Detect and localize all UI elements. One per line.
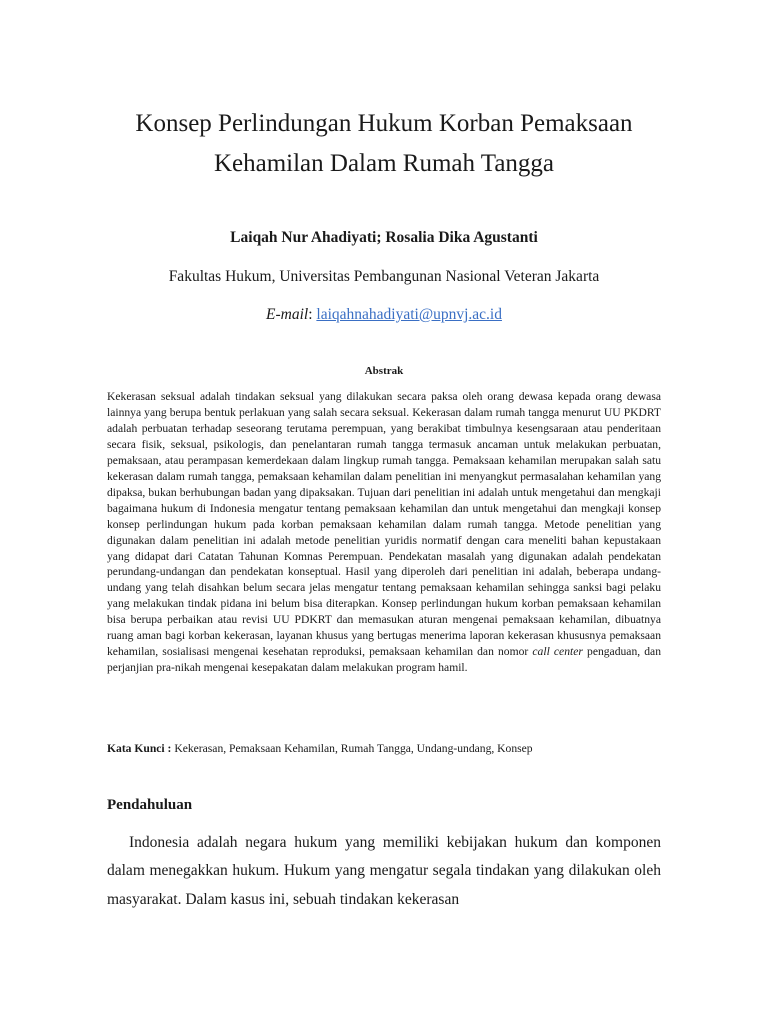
- author-list: Laiqah Nur Ahadiyati; Rosalia Dika Agustanti: [230, 229, 538, 246]
- email-link[interactable]: laiqahnahadiyati@upnvj.ac.id: [316, 306, 502, 323]
- paper-title: [60, 104, 708, 184]
- abstract-text-part-1: Kekerasan seksual adalah tindakan seksual yang dilakukan secara paksa oleh orang dewasa kepada orang dewasa lainnya yang berupa bentuk perlakuan yang salah secara seksual. Kekerasan dalam rumah tangga menurut UU PKDRT adalah perbuatan terhadap seseorang terutama perempuan, yang berakibat timbulnya kesengsaraan atau penderitaan secara fisik, seksual, psikologis, dan penelantaran rumah tangga termasuk ancaman untuk melakukan perbuatan, pemaksaan, atau perampasan kemerdekaan dalam lingkup rumah tangga. Pemaksaan kehamilan merupakan salah satu kekerasan dalam rumah tangga, pemaksaan kehamilan dalam penelitian ini menyangkut permasalahan kehamilan yang dipaksa, bukan berhubungan badan yang dipaksakan. Tujuan dari penelitian ini adalah untuk mengetahui dan mengkaji bagaimana hukum di Indonesia mengatur tentang pemaksaan kehamilan dan untuk mengetahui dan mengkaji konsep konsep perlindungan hukum pada korban pemaksaan kehamilan dalam rumah tangga. Metode penelitian yang digunakan dalam penelitian ini adalah metode penelitian yuridis normatif dengan cara meneliti bahan kepustakaan yang didapat dari Catatan Tahunan Komnas Perempuan. Pendekatan masalah yang digunakan adalah pendekatan perundang-undangan dan pendekatan konseptual. Hasil yang diperoleh dari penelitian ini adalah, beberapa undang-undang yang telah disahkan belum secara jelas mengatur tentang pemaksaan kehamilan sehingga sanksi bagi pelaku yang melakukan tindak pidana ini belum bisa diterapkan. Konsep perlindungan hukum korban pemaksaan kehamilan bisa berupa perbaikan atau revisi UU PDKRT dan memasukan aturan mengenai pemaksaan kehamilan, dibuatnya ruang aman bagi korban kekerasan, layanan khusus yang bertugas menerima laporan kekerasan khususnya pemaksaan kehamilan, sosialisasi mengenai kesehatan reproduksi, pemaksaan kehamilan dan nomor: [107, 390, 661, 659]
- title-line-2: Kehamilan Dalam Rumah Tangga: [213, 150, 555, 177]
- abstract-body: [107, 389, 661, 676]
- section-heading-introduction: Pendahuluan: [107, 797, 193, 813]
- abstract-text-italic: call center: [532, 645, 583, 659]
- email-label: E-mail: [266, 306, 309, 323]
- abstract-text-part-2: pengaduan, dan perjanjian pra-nikah mengenai kesepakatan dalam melakukan program hamil.: [107, 645, 661, 675]
- keywords-list: Kekerasan, Pemaksaan Kehamilan, Rumah Tangga, Undang-undang, Konsep: [171, 742, 533, 755]
- keywords-label: Kata Kunci :: [107, 742, 172, 755]
- keywords: [107, 742, 661, 755]
- title-line-1: Konsep Perlindungan Hukum Korban Pemaksaan: [135, 110, 633, 137]
- introduction-paragraph: Indonesia adalah negara hukum yang memiliki kebijakan hukum dan komponen dalam menegakkan hukum. Hukum yang mengatur segala tindakan yang dilakukan oleh masyarakat. Dalam kasus ini, sebuah tindakan kekerasan: [107, 834, 661, 908]
- affiliation: Fakultas Hukum, Universitas Pembangunan Nasional Veteran Jakarta: [168, 268, 600, 285]
- email-separator: :: [308, 306, 317, 323]
- email-line: [60, 306, 708, 324]
- abstract-heading: Abstrak: [364, 365, 404, 377]
